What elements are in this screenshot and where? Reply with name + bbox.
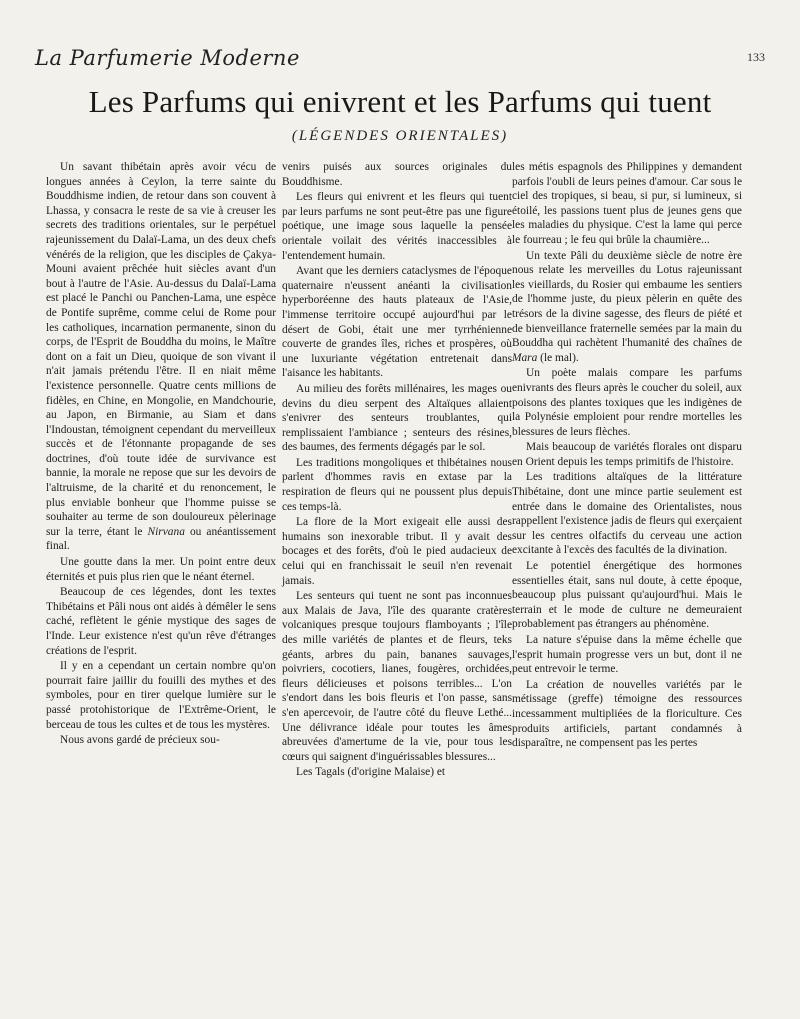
page-header xyxy=(35,46,765,74)
paragraph: La nature s'épuise dans la même échelle que l'esprit humain progresse vers un but, dont il ne peut entrevoir le terme. xyxy=(512,634,742,676)
text-column-2 xyxy=(282,160,512,780)
page-number: 133 xyxy=(747,50,765,64)
paragraph: Avant que les derniers cataclysmes de l'époque quaternaire n'eussent anéanti la civilisation hyperboréenne des hauts plateaux de l'Asie, l'immense territoire occupé aujourd'hui par le désert de Gobi, était une mer tyrrhénienne couverte de grandes îles, riches et prospères, où une luxuriante végétation entretenait dans l'aisance les habitants. xyxy=(282,265,512,380)
paragraph: Les senteurs qui tuent ne sont pas inconnues aux Malais de Java, l'île des quarante cratères volcaniques presque toujours flamboyants ; l'île des mille variétés de plantes et de fleurs, teks géants, arbres du pain, bananes sauvages, poivriers, cocotiers, lianes, fougères, orchidées, fleurs délicieuses et poisons terribles... L'on s'endort dans les bois fleuris et l'on passe, sans s'en apercevoir, de l'autre côté du fleuve Lethé... Une délivrance idéale pour toutes les âmes abreuvées d'amertume de la vie, pour tous les cœurs qui saignent d'inguérissables blessures... xyxy=(282,590,512,763)
paragraph: Mais beaucoup de variétés florales ont disparu en Orient depuis les temps primitifs de l'histoire. xyxy=(512,441,742,468)
text-column-3 xyxy=(512,160,742,751)
paragraph: Il y en a cependant un certain nombre qu'on pourrait faire jaillir du fouilli des mythes et des symboles, pour en tirer quelque lumière sur le passé protohistorique de l'Extrême-Orient, le berceau de tous les cultes et de tous les mystères. xyxy=(46,660,276,731)
paragraph: Au milieu des forêts millénaires, les mages ou devins du dieu serpent des Altaïques allaient s'enivrer des senteurs troublantes, qui remplissaient l'ambiance ; senteurs des résines, des baumes, des ferments dégagés par le sol. xyxy=(282,382,512,454)
article-title: Les Parfums qui enivrent et les Parfums qui tuent xyxy=(88,84,712,119)
paragraph: Nous avons gardé de précieux sou- xyxy=(60,734,220,747)
paragraph-continued: les métis espagnols des Philippines y demandent parfois l'oubli de leurs peines d'amour. Car sous le ciel des tropiques, si beau, si pur, si lumineux, si étoilé, les passions tuent plus de jeunes gens que les maladies du physique. C'est la lame qui perce le fourreau ; le feu qui brûle la chaumière... xyxy=(512,161,742,246)
paragraph-continued: venirs puisés aux sources originales du Bouddhisme. xyxy=(282,161,512,188)
text-column-1 xyxy=(46,160,276,748)
paragraph: Beaucoup de ces légendes, dont les textes Thibétains et Pâli nous ont aidés à démêler le sens caché, reflètent le génie mystique des sages de l'Inde. Leur existence n'est qu'un rêve d'étranges créations de l'esprit. xyxy=(46,586,276,657)
paragraph: La flore de la Mort exigeait elle aussi des humains son inexorable tribut. Il y avait des bocages et des forêts, d'où le pied audacieux de celui qui en franchissait le seuil n'en revenait jamais. xyxy=(282,516,512,587)
paragraph: Un texte Pâli du deuxième siècle de notre ère nous relate les merveilles du Lotus rajeunissant les vieillards, du Rosier qui embaume les sentiers de l'homme juste, du pieux pèlerin en quête des trésors de la divine sagesse, des fleurs de piété et de bienveillance fraternelle semées par la main du Bouddha qui rachètent l'humanité des chaînes de Mara (le mal). xyxy=(512,249,742,364)
paragraph: Un savant thibétain après avoir vécu de longues années à Ceylon, la terre sainte du Bouddhisme indien, de retour dans son couvent à Lhassa, y consacra le reste de sa vie à creuser les secrets des traditions orientales, sur le perpétuel rajeunissement du Dalaï-Lama, un des deux chefs vénérés de la religion, que les disciples de Çakya-Mouni avaient prêchée huit siècles avant d'un bout à l'autre de l'Asie. Au-dessus du Dalaï-Lama est placé le Panchi ou Panchen-Lama, une espèce de Pontife suprême, comme celui de Rome pour les catholiques, incarnation permanente, sinon du corps, de l'Esprit de Bouddha du moins, le Maître dont on a fait un Dieu, quoique de son vivant il n'ait jamais prétendu l'être. Il en niait même l'existence personnelle. Quatre cents millions de fidèles, en Chine, en Mongolie, en Mandchourie, au Japon, en Birmanie, au Siam et dans l'Indoustan, témoignent cependant du merveilleux succès et de l'étonnante propagande de ses doctrines, d'où toute idée de survivance est bannie, la morale ne repose que sur les devoirs de l'altruisme, de la charité et du renoncement, le plus enviable bonheur que l'homme puisse se souhaiter au terme de son douloureux pèlerinage sur la terre, étant le Nirvana ou anéantissement final. xyxy=(46,161,276,553)
paragraph: Une goutte dans la mer. Un point entre deux éternités et puis plus rien que le néant éternel. xyxy=(46,556,276,583)
article-subtitle: (LÉGENDES ORIENTALES) xyxy=(291,128,509,144)
paragraph: Les traditions altaïques de la littérature Thibétaine, dont une mince partie seulement est entrée dans le domaine des Orientalistes, nous rappellent l'existence jadis de fleurs qui exerçaient sur les centres olfactifs du cerveau une action excitante à l'excès des facultés de la divination. xyxy=(512,471,742,557)
paragraph: Les fleurs qui enivrent et les fleurs qui tuent par leurs parfums ne sont peut-être pas une figure poétique, une image sous laquelle la pensée orientale voilait des vérités inaccessibles à l'entendement humain. xyxy=(282,191,512,262)
magazine-masthead: La Parfumerie Moderne xyxy=(35,46,300,70)
paragraph: Les traditions mongoliques et thibétaines nous parlent d'hommes ravis en extase par la respiration de fleurs qui ne poussent plus depuis ces temps-là. xyxy=(282,456,512,513)
paragraph: Un poète malais compare les parfums enivrants des fleurs après le coucher du soleil, aux poisons des plantes toxiques que les indigènes de la Polynésie emploient pour rendre mortelles les blessures de leurs flèches. xyxy=(512,367,742,438)
paragraph: La création de nouvelles variétés par le métissage (greffe) témoigne des ressources incessamment multipliées de la floriculture. Ces produits artificiels, partant condamnés à disparaître, ne compensent pas les pertes xyxy=(512,678,742,750)
paragraph: Le potentiel énergétique des hormones essentielles était, sans nul doute, à cette époque, beaucoup plus puissant qu'aujourd'hui. Mais le terrain et le mode de culture ne demeuraient probablement pas étrangers au phénomène. xyxy=(512,560,742,631)
paragraph: Les Tagals (d'origine Malaise) et xyxy=(296,766,446,779)
